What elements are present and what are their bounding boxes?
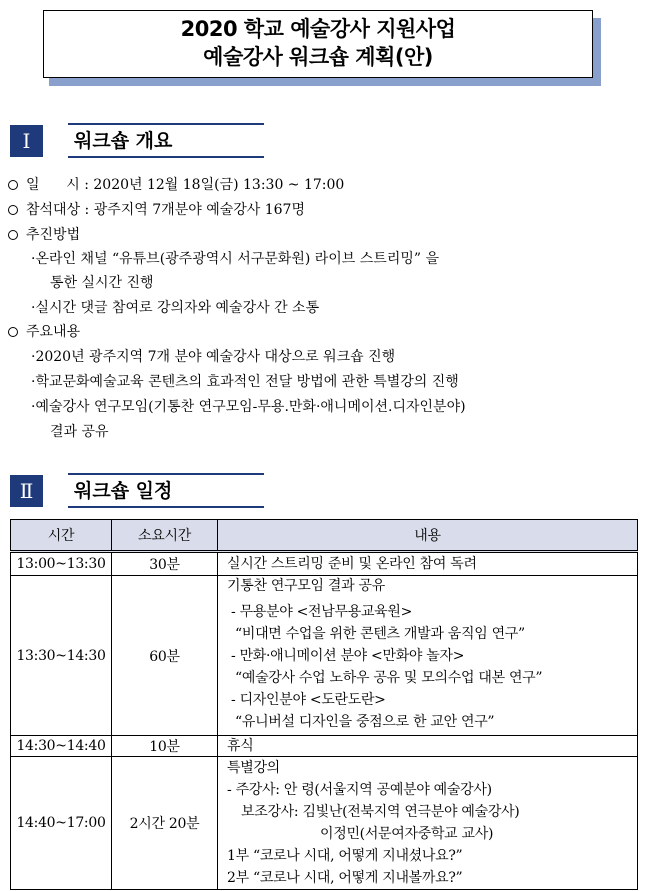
row-time: 13:30~14:30	[11, 576, 112, 736]
row-duration: 10분	[112, 736, 218, 757]
content-line: - 주강사: 안 령(서울지역 공예분야 예술강사)	[227, 782, 492, 798]
table-row	[11, 736, 638, 757]
header-content: 내용	[218, 520, 638, 552]
header-time: 시간	[11, 520, 112, 552]
circle-bullet-icon	[8, 327, 18, 337]
content-line: “예술강사 수업 노하우 공유 및 모의수업 대본 연구”	[235, 670, 543, 686]
content-item	[8, 322, 80, 342]
date-label: 일 시 :	[26, 177, 89, 193]
content-line: - 만화·애니메이션 분야 <만화야 놀자>	[231, 648, 465, 664]
content-line: 실시간 스트리밍 준비 및 온라인 참여 독려	[227, 556, 477, 572]
content-line: “유니버설 디자인을 중점으로 한 교안 연구”	[235, 714, 495, 730]
circle-bullet-icon	[8, 205, 18, 215]
section-1-heading: 워크숍 개요	[74, 130, 173, 152]
content-line: 보조강사: 김빛난(전북지역 연극분야 예술강사)	[241, 804, 520, 820]
row-content	[218, 552, 638, 576]
table-row	[11, 576, 638, 736]
content-line: 특별강의	[227, 760, 280, 776]
row-duration: 30분	[112, 552, 218, 576]
content-line-2: ·학교문화예술교육 콘텐츠의 효과적인 전달 방법에 관한 특별강의 진행	[31, 374, 459, 390]
participants-value: 광주지역 7개분야 예술강사 167명	[93, 202, 305, 218]
content-line: 1부 “코로나 시대, 어떻게 지내셨나요?”	[227, 848, 463, 864]
table-row	[11, 552, 638, 576]
content-line-4: 결과 공유	[50, 424, 109, 440]
table-header-row	[11, 520, 638, 552]
row-time: 13:00~13:30	[11, 552, 112, 576]
content-line: 이정민(서문여자중학교 교사)	[320, 826, 494, 842]
section-2-heading: 워크숍 일정	[74, 480, 173, 502]
section-2-number: Ⅱ	[10, 475, 43, 507]
content-line: - 무용분야 <전남무용교육원>	[231, 604, 413, 620]
circle-bullet-icon	[8, 230, 18, 240]
method-line-1: ·온라인 채널 “유튜브(광주광역시 서구문화원) 라이브 스트리밍” 을	[31, 251, 440, 267]
method-line-2: 통한 실시간 진행	[50, 275, 154, 291]
section-1-rule-top	[68, 123, 264, 125]
header-duration: 소요시간	[112, 520, 218, 552]
section-2-rule-top	[68, 473, 264, 475]
row-content	[218, 576, 638, 736]
circle-bullet-icon	[8, 180, 18, 190]
content-line: 기통찬 연구모임 결과 공유	[227, 578, 385, 594]
title-line-1: 2020 학교 예술강사 지원사업	[180, 17, 456, 41]
date-value: 2020년 12월 18일(금) 13:30 ~ 17:00	[93, 177, 345, 193]
content-line: 2부 “코로나 시대, 어떻게 지내볼까요?”	[227, 870, 463, 886]
method-item	[8, 225, 80, 245]
row-time: 14:30~14:40	[11, 736, 112, 757]
table-row	[11, 757, 638, 890]
row-duration: 60분	[112, 576, 218, 736]
section-2-rule-bottom	[68, 506, 264, 508]
participants-label: 참석대상 :	[26, 202, 90, 218]
content-line: - 디자인분야 <도란도란>	[231, 692, 386, 708]
content-line: “비대면 수업을 위한 콘텐츠 개발과 움직임 연구”	[235, 626, 525, 642]
content-line-3: ·예술강사 연구모임(기통찬 연구모임-무용.만화·애니메이션.디자인분야)	[31, 399, 466, 415]
row-duration: 2시간 20분	[112, 757, 218, 890]
row-content	[218, 757, 638, 890]
row-time: 14:40~17:00	[11, 757, 112, 890]
row-content	[218, 736, 638, 757]
date-item	[8, 175, 344, 195]
method-line-3: ·실시간 댓글 참여로 강의자와 예술강사 간 소통	[31, 300, 320, 316]
participants-item	[8, 200, 305, 220]
document-title-box	[43, 10, 593, 78]
section-1-number: Ⅰ	[10, 125, 43, 157]
content-line: 휴식	[227, 738, 254, 754]
content-label: 주요내용	[26, 324, 81, 340]
schedule-table	[10, 519, 638, 890]
method-label: 추진방법	[26, 227, 81, 243]
content-line-1: ·2020년 광주지역 7개 분야 예술강사 대상으로 워크숍 진행	[31, 349, 396, 365]
section-1-rule-bottom	[68, 156, 264, 158]
title-line-2: 예술강사 워크숍 계획(안)	[203, 45, 433, 69]
